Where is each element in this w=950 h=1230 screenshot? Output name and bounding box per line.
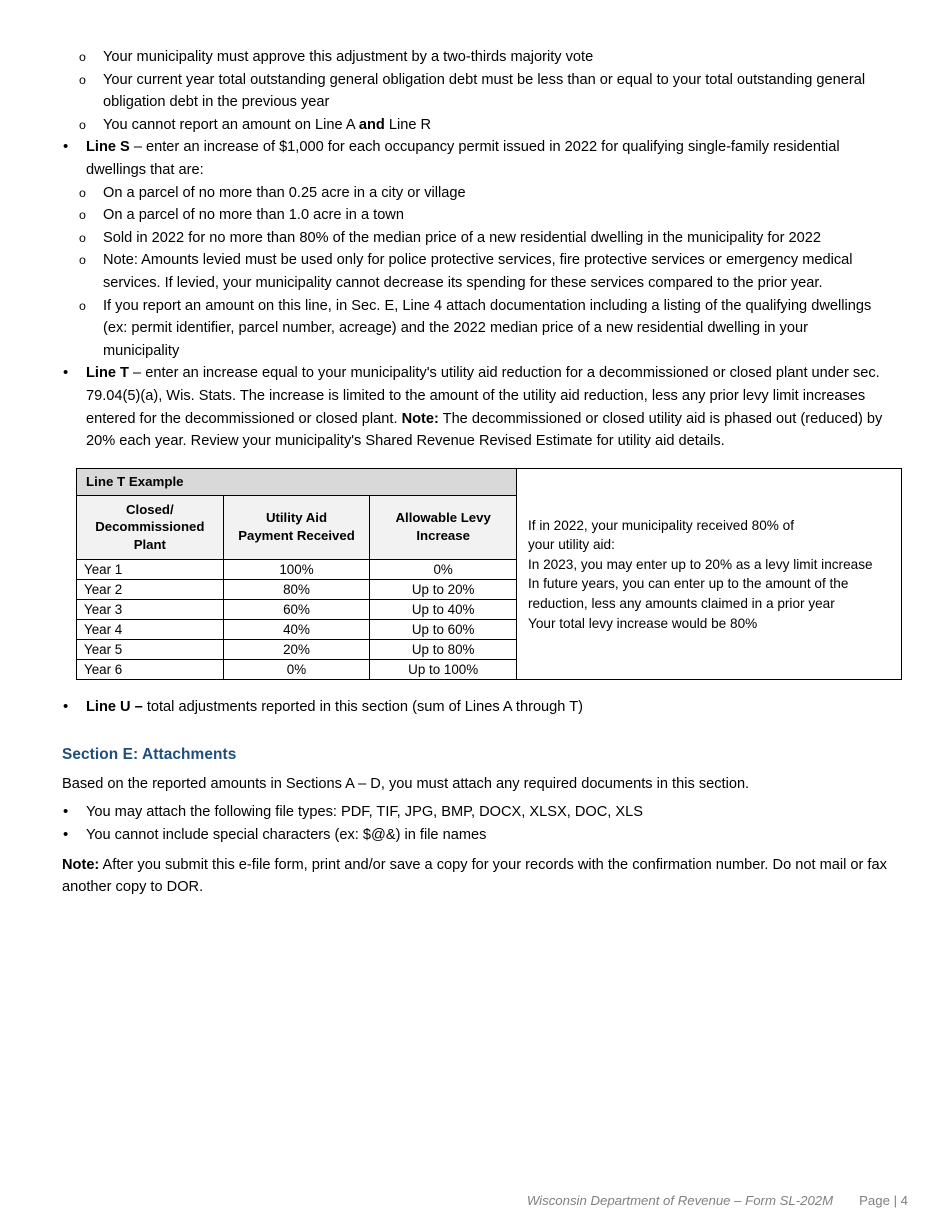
text-post: Line R [384,116,432,133]
header-line: Utility Aid [265,510,328,526]
list-item-text: You cannot include special characters (ex: $@&) in file names [86,826,487,843]
section-e-heading: Section E: Attachments [62,745,237,763]
filled-bullet-icon: • [63,698,69,716]
list-item [62,69,888,114]
table-row [77,620,517,640]
list-item [62,227,888,250]
table-row [77,660,517,680]
table-head [77,468,517,560]
cell-year: Year 1 [77,560,224,580]
cell-paid: 0% [223,660,370,680]
list-item [62,249,888,294]
cell-paid: 40% [223,620,370,640]
hollow-bullet-icon: o [79,50,86,64]
section-e-bullet-list [62,801,888,846]
hollow-bullet-icon: o [79,208,86,223]
cell-paid: 80% [223,580,370,600]
column-header-plant [77,495,224,560]
cell-levy: Up to 60% [370,620,517,640]
list-item-text [103,114,888,137]
cell-levy: 0% [370,560,517,580]
line-t-part2: The decommissioned or closed utility aid is phased out (reduced) by 20% each year. Review your municipality's Shared Revenue Revised Estimate for utility aid details. [86,410,883,450]
line-t-example-table-wrapper [76,468,902,681]
line-u-item [62,696,888,719]
filled-bullet-icon: • [63,825,69,843]
cell-year: Year 3 [77,600,224,620]
hollow-bullet-icon: o [79,185,86,200]
hollow-bullet-icon: o [79,72,86,87]
line-t-example-table [76,468,517,681]
note-text: After you submit this e-file form, print and/or save a copy for your records with the confirmation number. Do not mail or fax another copy to DOR. [62,856,887,896]
line-u-text [86,696,888,719]
list-item [62,204,888,227]
line-t-note-label: Note: [401,410,439,427]
hollow-bullet-icon: o [79,117,86,132]
line-s-label: Line S [86,139,130,156]
hollow-bullet-icon: o [79,253,86,268]
header-line: Payment Received [238,527,355,543]
header-line: Closed/ [126,501,174,517]
list-item-text: If you report an amount on this line, in Sec. E, Line 4 attach documentation including a listing of the qualifying dwellings (ex: permit identifier, parcel number, acreage) and the 2022 median price of a new residential dwelling in your municipality [103,297,872,359]
filled-bullet-icon: • [63,364,69,382]
table-header-row [77,495,517,560]
hollow-bullet-icon: o [79,230,86,245]
filled-bullet-icon: • [63,803,69,821]
table-row [77,560,517,580]
list-item-text: Sold in 2022 for no more than 80% of the median price of a new residential dwelling in the municipality for 2022 [103,229,821,246]
line-t-block [62,362,888,452]
list-item-text: Your current year total outstanding general obligation debt must be less than or equal to your total outstanding general obligation debt in the previous year [103,71,866,111]
footer-page-number: Page | 4 [859,1193,908,1208]
cell-levy: Up to 40% [370,600,517,620]
column-header-utility-aid [223,495,370,560]
spacer [62,719,888,744]
list-item [62,46,888,69]
line-s-intro: – enter an increase of $1,000 for each occupancy permit issued in 2022 for qualifying single-family residential dwellings that are: [86,139,840,178]
side-note-line: In 2023, you may enter up to 20% as a levy limit increase [528,556,873,572]
header-line: Decommissioned [95,519,205,535]
cell-paid: 20% [223,640,370,660]
cell-paid: 60% [223,600,370,620]
line-u-block [62,696,888,719]
text-pre: You cannot report an amount on Line A [103,116,359,133]
cell-levy: Up to 20% [370,580,517,600]
table-row [77,600,517,620]
table-body [77,560,517,680]
side-note-line: Your total levy increase would be 80% [528,615,758,631]
list-item-text: On a parcel of no more than 1.0 acre in a town [103,207,404,224]
line-s-block [62,136,888,362]
line-t-part1: – enter an increase equal to your municipality's utility aid reduction for a decommissioned or closed plant under sec. 79.04(5)(a), Wis. Stats. The increase is limited to the amount of the utility aid reduction, less any prior levy limit increases entered for the decommissioned or closed plant. [86,365,880,427]
filled-bullet-icon: • [63,138,69,156]
cell-year: Year 5 [77,640,224,660]
list-item-text: Your municipality must approve this adjustment by a two-thirds majority vote [103,49,594,65]
table-title-row [77,468,517,495]
header-line: Plant [133,536,166,552]
line-r-conditions-list [62,46,888,136]
cell-year: Year 6 [77,660,224,680]
table-row [77,640,517,660]
header-line: Allowable Levy [395,510,491,526]
example-side-note [517,468,902,681]
list-item [62,182,888,205]
list-item [62,824,888,847]
header-line: Increase [416,527,470,543]
section-e-intro: Based on the reported amounts in Sections A – D, you must attach any required documents in this section. [62,775,750,792]
section-e-note [62,854,888,899]
cell-year: Year 4 [77,620,224,640]
spacer [62,680,888,696]
line-s-item [62,136,888,181]
line-u-label: Line U – [86,699,143,716]
line-s-text [86,136,888,181]
list-item-text: On a parcel of no more than 0.25 acre in a city or village [103,184,466,201]
hollow-bullet-icon: o [79,298,86,313]
cell-levy: Up to 80% [370,640,517,660]
cell-paid: 100% [223,560,370,580]
spacer [62,766,888,773]
line-t-label: Line T [86,365,129,382]
line-t-item [62,362,888,452]
column-header-allowable-levy [370,495,517,560]
list-item-text: You may attach the following file types: PDF, TIF, JPG, BMP, DOCX, XLSX, DOC, XLS [86,804,643,821]
side-note-line: your utility aid: [528,537,615,553]
line-t-text [86,362,888,452]
cell-levy: Up to 100% [370,660,517,680]
footer-form-label: Wisconsin Department of Revenue – Form SL-202M [526,1193,834,1208]
spacer [62,847,888,854]
text-bold-and: and [358,116,385,133]
cell-year: Year 2 [77,580,224,600]
list-item [62,801,888,824]
table-row [77,580,517,600]
table-title: Line T Example [77,468,517,495]
list-item-text: Note: Amounts levied must be used only for police protective services, fire protective services or emergency medical services. If levied, your municipality cannot decrease its spending for these services compared to the prior year. [103,252,853,291]
side-note-line: reduction, less any amounts claimed in a prior year [528,596,835,612]
line-u-body: total adjustments reported in this section (sum of Lines A through T) [142,699,583,716]
list-item [62,114,888,137]
note-label: Note: [62,856,100,873]
side-note-line: If in 2022, your municipality received 80% of [528,517,794,533]
list-item [62,295,888,363]
side-note-line: In future years, you can enter up to the amount of the [528,576,849,592]
page-footer [0,1193,950,1208]
